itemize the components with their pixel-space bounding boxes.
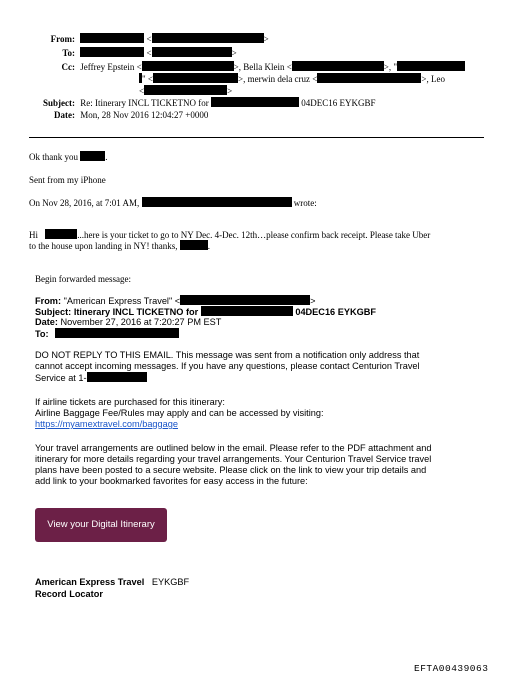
header-cc-label: Cc: [61,62,75,72]
forward-intro: Begin forwarded message: [35,274,131,284]
body-p1-l2: cannot accept incoming messages. If you have any questions, please contact Centurion Travel [35,361,420,371]
reply-period: . [207,241,210,251]
body-p3-l1: Your travel arrangements are outlined below in the email. Please refer to the PDF attachment and [35,443,432,453]
baggage-link[interactable] [35,419,178,430]
header-lt: < [139,86,145,96]
redaction-bar [144,85,227,95]
footer-code: EYKGBF [151,577,190,587]
header-subject-end: 04DEC16 EYKGBF [301,98,376,108]
document-id: EFTA00439063 [414,663,489,674]
fwd-to-row [35,328,179,340]
footer-company-row [35,577,189,588]
redaction-bar [55,328,179,338]
fwd-to-label: To: [35,329,49,339]
header-gt: > [227,86,233,96]
header-subject-row [30,97,375,109]
redaction-bar [153,73,238,83]
redaction-bar [142,61,234,71]
header-cc-row-2 [139,73,445,85]
header-divider [29,137,484,138]
reply-line-1 [29,151,108,163]
reply-hi: Hi [29,230,38,240]
cc-merwin: >, merwin dela cruz < [238,74,318,84]
baggage-link-text[interactable]: https://myamextravel.com/baggage [35,419,178,429]
header-gt: > [231,48,237,58]
body-p2-l1: If airline tickets are purchased for this itinerary: [35,397,225,407]
fwd-gt: > [310,296,316,306]
cc-sep: >, " [383,62,398,72]
redaction-bar [180,295,310,305]
header-to-label: To: [62,48,75,58]
header-subject-text: Re: Itinerary INCL TICKETNO for [80,98,209,108]
redaction-bar [317,73,421,83]
reply-period: . [105,152,108,162]
header-lt: < [146,48,152,58]
fwd-subject-end: 04DEC16 EYKGBF [295,307,377,317]
fwd-date-row [35,317,221,328]
redaction-bar [80,151,108,162]
reply-thanks: Ok thank you [29,152,78,162]
redaction-bar [397,61,465,71]
body-p3-l2: itinerary for more details regarding your travel arrangements. Your Centurion Travel Service travel [35,454,432,464]
redaction-bar [211,97,299,107]
body-p3-l4: add link to your bookmarked favorites for easy access in the future: [35,476,308,486]
fwd-date-text: November 27, 2016 at 7:20:27 PM EST [60,317,222,327]
body-p2-l2: Airline Baggage Fee/Rules may apply and can be accessed by visiting: [35,408,324,418]
header-to-row [30,47,237,59]
redaction-bar [292,61,384,71]
fwd-subject-text: Itinerary INCL TICKETNO for [73,307,199,317]
fwd-date-label: Date: [35,317,58,327]
redaction-bar [152,33,264,43]
redaction-bar [152,47,232,57]
header-from-row [30,33,269,45]
body-service-at: Service at 1- [35,373,87,383]
redaction-bar [87,372,147,382]
redaction-bar [180,240,208,250]
reply-body-2 [29,240,210,252]
cc-leo: >, Leo [421,74,445,84]
fwd-from-label: From: [35,296,62,306]
redaction-bar [201,306,293,316]
redaction-bar [45,229,77,239]
footer-company: American Express Travel [35,577,145,587]
view-itinerary-button[interactable]: View your Digital Itinerary [35,508,167,542]
footer-record-locator: Record Locator [35,589,103,599]
header-lt: < [146,34,152,44]
cc-sep: " < [142,74,153,84]
fwd-subject-label: Subject: [35,307,72,317]
fwd-from-text: "American Express Travel" < [63,296,181,306]
header-date-label: Date: [54,110,75,120]
redaction-bar [142,197,292,207]
redaction-bar [80,47,144,57]
header-date-row [30,110,208,121]
reply-on-date: On Nov 28, 2016, at 7:01 AM, [29,198,140,208]
header-subject-label: Subject: [43,98,75,108]
header-date-text: Mon, 28 Nov 2016 12:04:27 +0000 [80,110,209,120]
body-p1-l1: DO NOT REPLY TO THIS EMAIL. This message was sent from a notification only address that [35,350,420,360]
header-gt: > [263,34,269,44]
cc-bella: >, Bella Klein < [233,62,292,72]
reply-line-2: Sent from my iPhone [29,175,106,185]
header-cc-row [30,61,465,73]
header-from-label: From: [50,34,75,44]
cc-jeffrey: Jeffrey Epstein < [80,62,142,72]
redaction-bar [80,33,144,43]
reply-line-3 [29,197,317,209]
reply-wrote: wrote: [293,198,317,208]
reply-body-text: ...here is your ticket to go to NY Dec. 4-Dec. 12th…please confirm back receipt. Please take Uber [77,230,431,240]
body-p3-l3: plans have been posted to a secure website. Please click on the link to view your trip details and [35,465,427,475]
reply-body-text-2: to the house upon landing in NY! thanks, [29,241,178,251]
header-cc-row-3 [139,85,232,97]
body-p1-l3 [35,372,147,384]
